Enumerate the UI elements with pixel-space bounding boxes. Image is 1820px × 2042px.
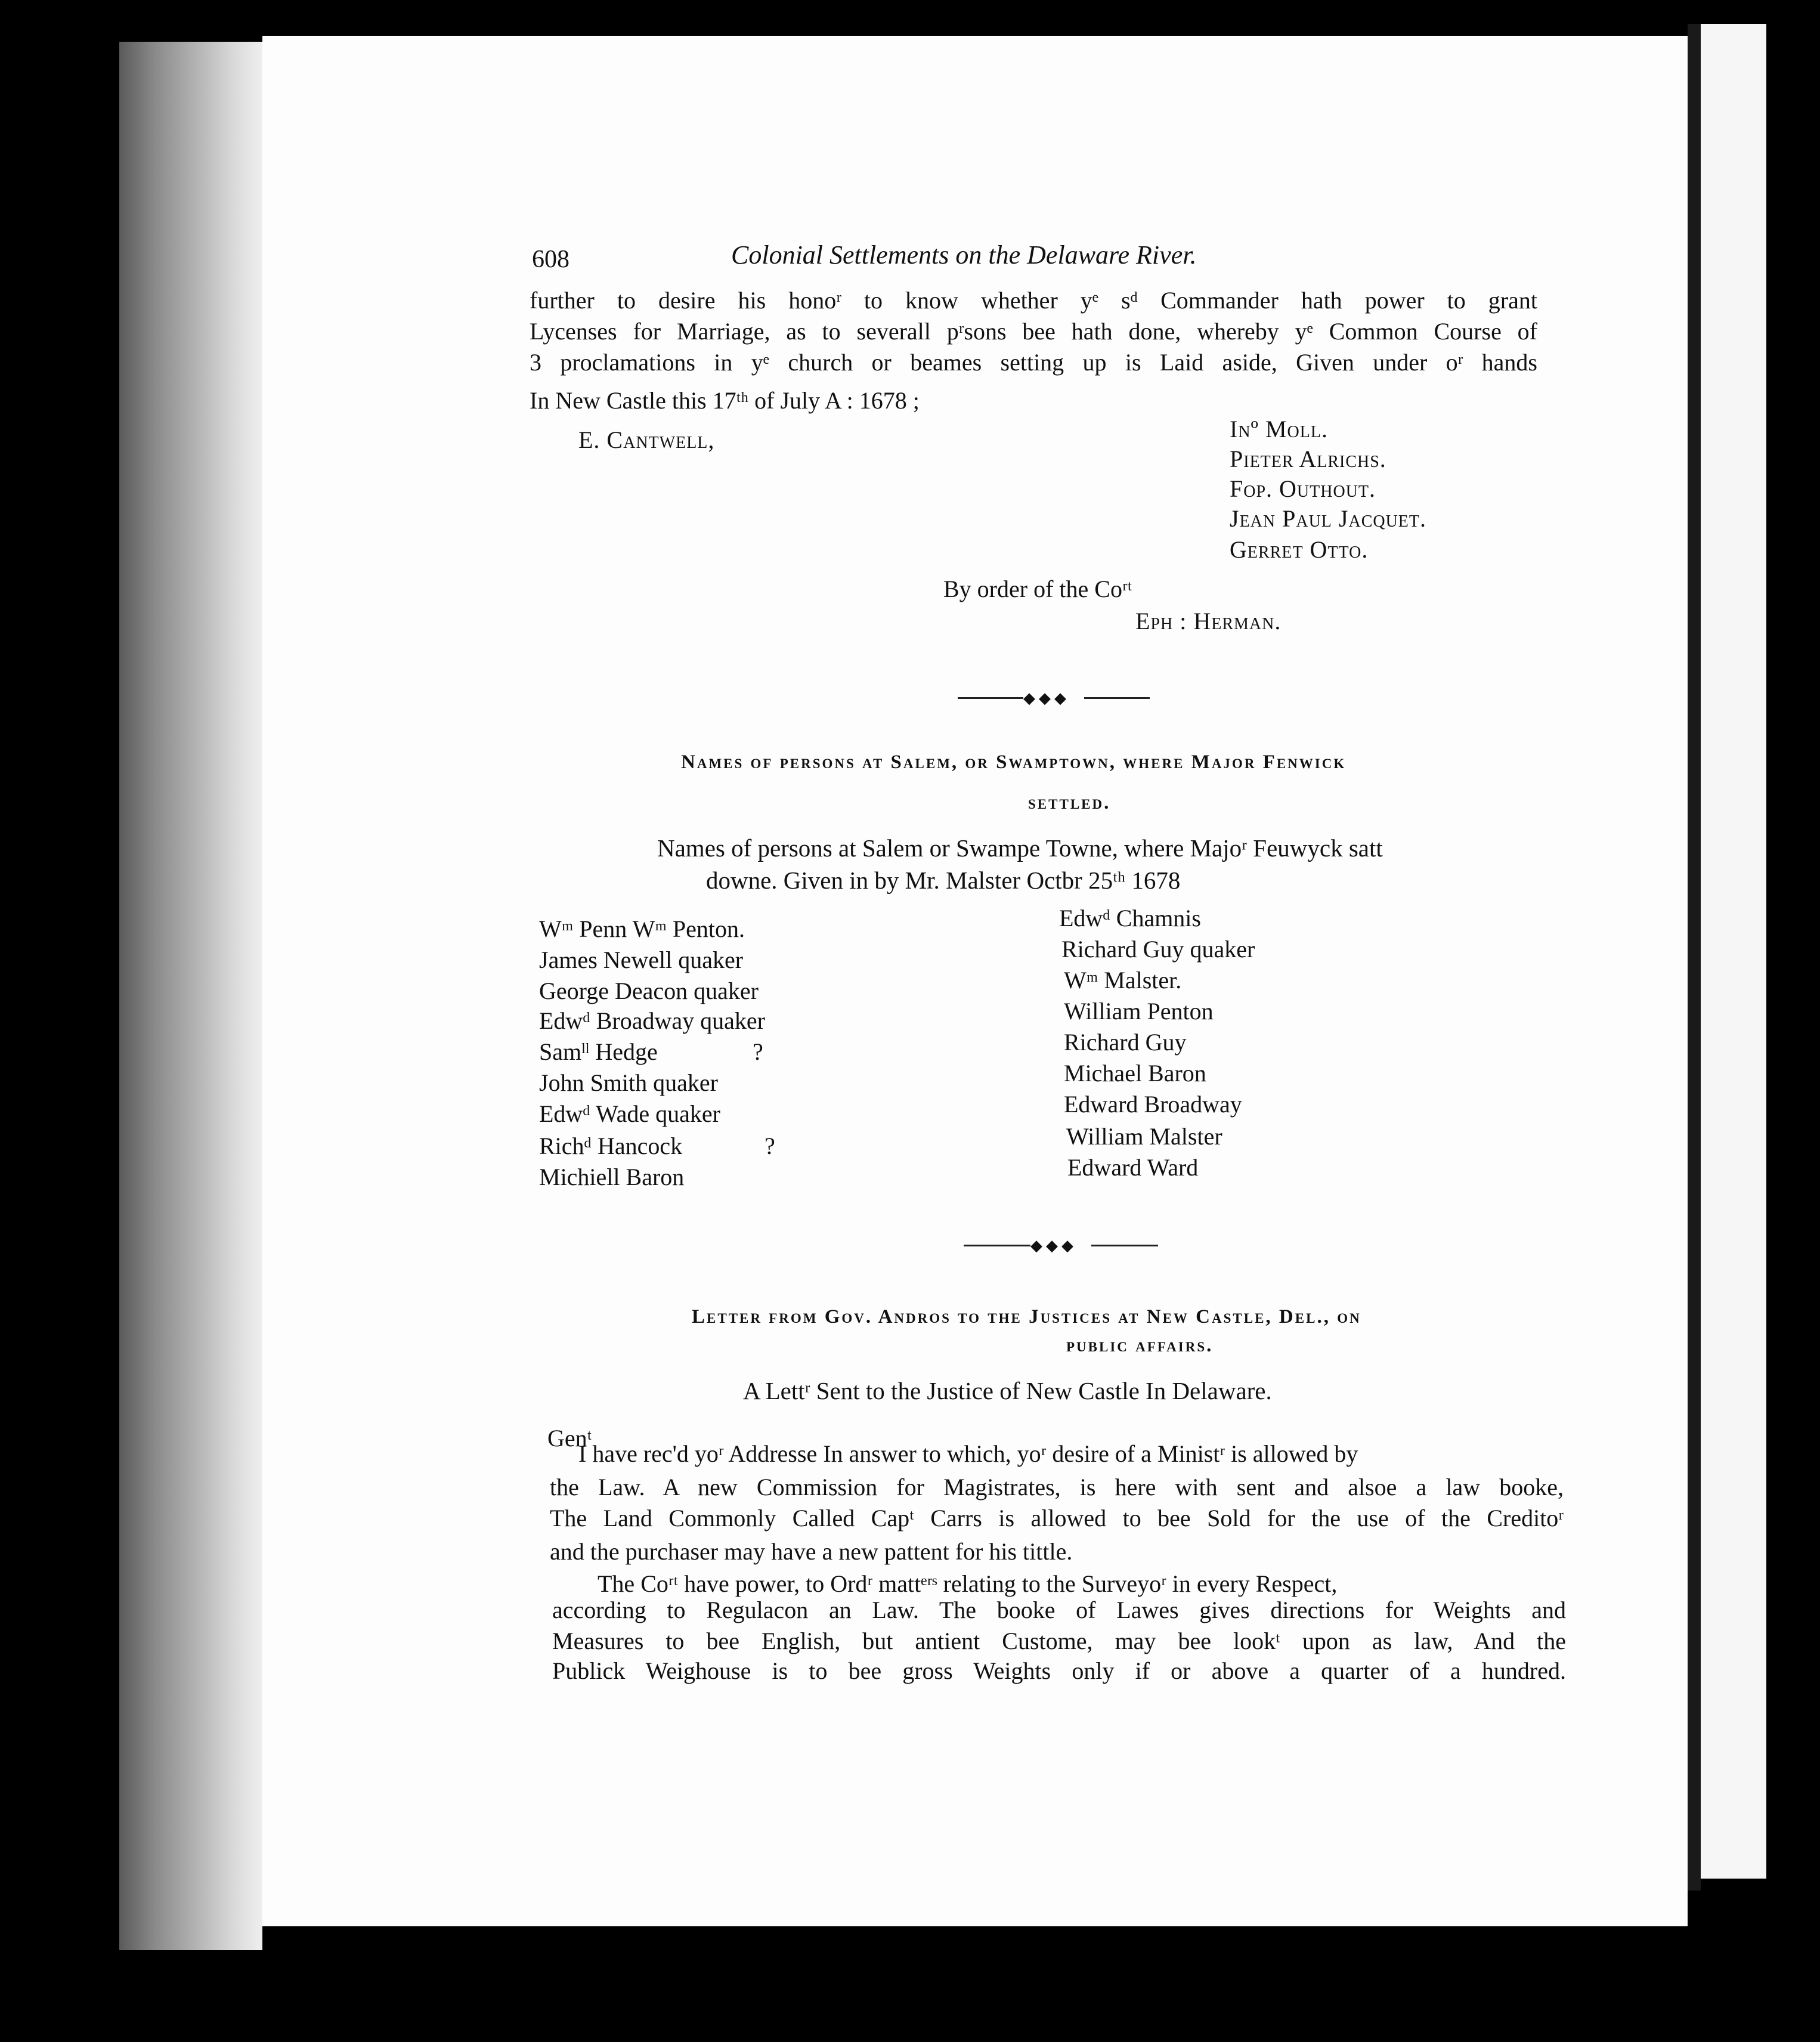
list-item: Edwᵈ Chamnis xyxy=(1059,905,1201,932)
list-item: Michael Baron xyxy=(1064,1060,1206,1087)
list-item: William Penton xyxy=(1064,998,1214,1025)
petition-line-3: 3 proclamations in yᵉ church or beames setting up is Laid aside, Given under oʳ hands xyxy=(530,349,1537,376)
section-heading-cont: public affairs. xyxy=(1066,1335,1214,1356)
petition-line-1: further to desire his honoʳ to know whether yᵉ sᵈ Commander hath power to grant xyxy=(530,287,1537,314)
divider-rule-left xyxy=(964,1245,1030,1246)
letter-line: the Law. A new Commission for Magistrates, is here with sent and alsoe a law booke, xyxy=(550,1474,1564,1500)
petition-line-4: In New Castle this 17ᵗʰ of July A : 1678 ; xyxy=(530,387,920,414)
list-item: Edward Ward xyxy=(1067,1154,1199,1181)
letter-line: according to Regulacon an Law. The booke of Lawes gives directions for Weights and xyxy=(552,1597,1566,1623)
list-item: Richard Guy xyxy=(1064,1029,1187,1056)
list-item: Michiell Baron xyxy=(539,1164,685,1190)
divider-ornament: ◆◆◆ xyxy=(1030,1237,1077,1254)
facing-page-edge xyxy=(1701,24,1766,1879)
query-mark: ? xyxy=(764,1133,775,1159)
section-heading: Names of persons at Salem, or Swamptown, where Major Fenwick xyxy=(681,751,1347,773)
letter-subheading: A Lettʳ Sent to the Justice of New Castle In Delaware. xyxy=(743,1377,1272,1404)
signature-moll: Inº Moll. xyxy=(1230,416,1328,443)
section-heading: Letter from Gov. Andros to the Justices at New Castle, Del., on xyxy=(692,1306,1361,1328)
letter-line: The Coʳᵗ have power, to Ordʳ mattᵉʳˢ relating to the Surveyoʳ in every Respect, xyxy=(598,1570,1338,1597)
letter-line: I have rec'd yoʳ Addresse In answer to which, yoʳ desire of a Ministʳ is allowed by xyxy=(578,1440,1358,1467)
list-item: Richᵈ Hancock xyxy=(539,1133,683,1159)
list-item: Richard Guy quaker xyxy=(1061,936,1255,963)
list-item: Edwᵈ Wade quaker xyxy=(539,1100,720,1127)
page-number: 608 xyxy=(532,246,569,273)
signature-alrichs: Pieter Alrichs. xyxy=(1230,445,1386,472)
query-mark: ? xyxy=(753,1038,763,1065)
letter-line: Publick Weighouse is to bee gross Weights only if or above a quarter of a hundred. xyxy=(552,1657,1566,1684)
running-title: Colonial Settlements on the Delaware River. xyxy=(731,240,1197,270)
book-binding-shadow xyxy=(119,42,262,1950)
divider-rule-left xyxy=(958,697,1023,699)
letter-line: and the purchaser may have a new pattent for his tittle. xyxy=(550,1538,1073,1565)
list-item: William Malster xyxy=(1066,1123,1222,1150)
signature-otto: Gerret Otto. xyxy=(1230,536,1369,563)
petition-line-2: Lycenses for Marriage, as to severall pʳsons bee hath done, whereby yᵉ Common Course of xyxy=(530,318,1537,345)
intro-line-1: Names of persons at Salem or Swampe Towne, where Majoʳ Feuwyck satt xyxy=(657,834,1383,862)
intro-line-2: downe. Given in by Mr. Malster Octbr 25ᵗʰ 1678 xyxy=(706,867,1181,894)
divider-rule-right xyxy=(1084,697,1150,699)
list-item: Wᵐ Malster. xyxy=(1064,967,1182,994)
list-item: George Deacon quaker xyxy=(539,977,759,1004)
clerk-signature: Eph : Herman. xyxy=(1135,608,1282,635)
signature-cantwell: E. Cantwell, xyxy=(578,426,715,453)
list-item: James Newell quaker xyxy=(539,946,744,973)
letter-line: The Land Commonly Called Capᵗ Carrs is allowed to bee Sold for the use of the Creditoʳ xyxy=(550,1505,1564,1532)
list-item: Edward Broadway xyxy=(1064,1091,1242,1118)
list-item: Wᵐ Penn Wᵐ Penton. xyxy=(539,915,745,942)
signature-outhout: Fop. Outhout. xyxy=(1230,475,1376,502)
page-gutter xyxy=(1688,24,1701,1891)
list-item: Edwᵈ Broadway quaker xyxy=(539,1007,765,1034)
order-line: By order of the Coʳᵗ xyxy=(943,576,1132,602)
letter-salutation: Genᵗ xyxy=(547,1425,592,1452)
section-heading-cont: settled. xyxy=(1028,792,1111,813)
signature-jacquet: Jean Paul Jacquet. xyxy=(1230,505,1427,532)
list-item: John Smith quaker xyxy=(539,1069,718,1096)
divider-ornament: ◆◆◆ xyxy=(1023,689,1070,707)
divider-rule-right xyxy=(1091,1245,1158,1246)
list-item: Samˡˡ Hedge xyxy=(539,1038,658,1065)
letter-line: Measures to bee English, but antient Custome, may bee lookᵗ upon as law, And the xyxy=(552,1628,1566,1654)
